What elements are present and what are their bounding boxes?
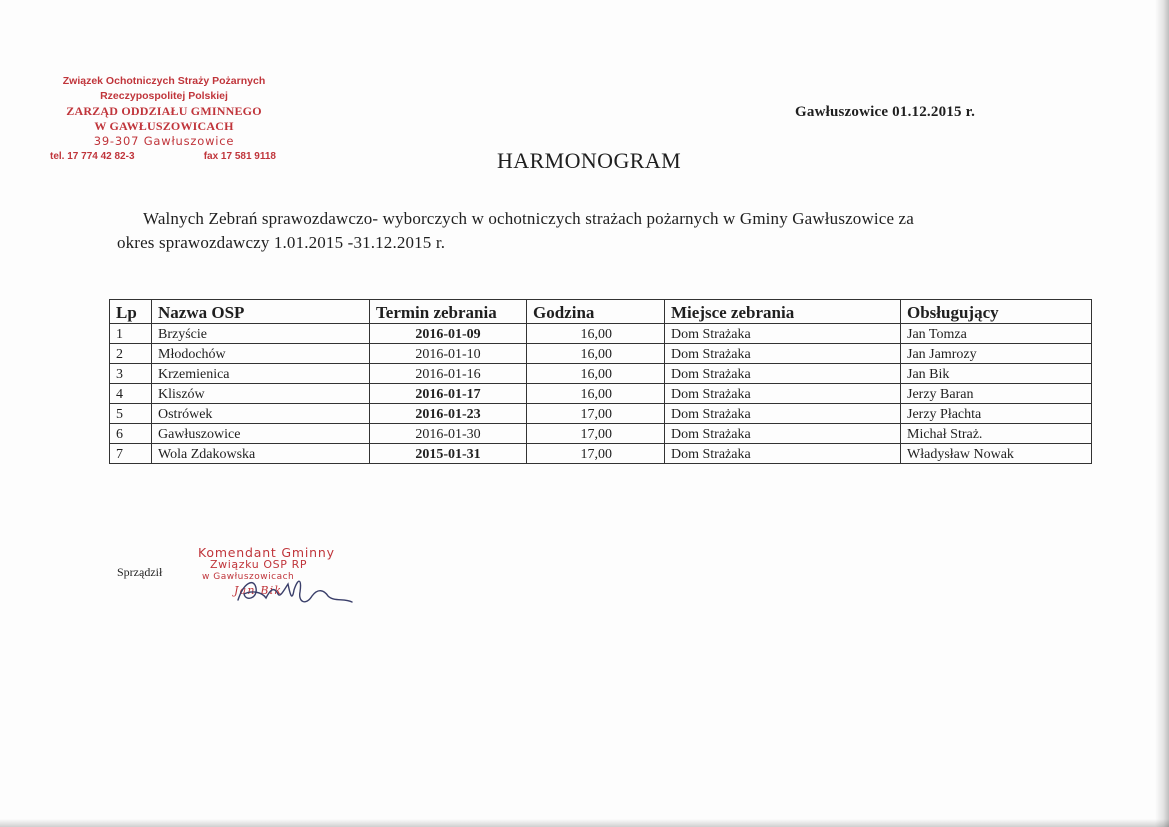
stamp-fax: fax 17 581 9118 bbox=[203, 151, 276, 162]
header-nazwa-osp: Nazwa OSP bbox=[152, 300, 370, 324]
schedule-table bbox=[109, 299, 1092, 464]
intro-paragraph bbox=[117, 207, 1077, 255]
stamp-line-3: ZARZĄD ODDZIAŁU GMINNEGO bbox=[66, 104, 262, 118]
cell-obslugujacy: Michał Straż. bbox=[901, 424, 1092, 444]
table-row bbox=[110, 364, 1092, 384]
cell-obslugujacy: Jan Tomza bbox=[901, 324, 1092, 344]
table-row bbox=[110, 384, 1092, 404]
cell-obslugujacy: Jerzy Baran bbox=[901, 384, 1092, 404]
cell-lp: 1 bbox=[110, 324, 152, 344]
cell-godzina: 17,00 bbox=[527, 424, 665, 444]
header-godzina: Godzina bbox=[527, 300, 665, 324]
header-miejsce-zebrania: Miejsce zebrania bbox=[665, 300, 901, 324]
cell-termin-zebrania: 2016-01-23 bbox=[370, 404, 527, 424]
commander-stamp-line-2: Związku OSP RP bbox=[210, 558, 308, 571]
cell-nazwa-osp: Gawłuszowice bbox=[152, 424, 370, 444]
cell-nazwa-osp: Krzemienica bbox=[152, 364, 370, 384]
cell-godzina: 17,00 bbox=[527, 404, 665, 424]
cell-nazwa-osp: Kliszów bbox=[152, 384, 370, 404]
cell-nazwa-osp: Wola Zdakowska bbox=[152, 444, 370, 464]
cell-lp: 3 bbox=[110, 364, 152, 384]
scan-edge-right bbox=[1155, 0, 1169, 827]
cell-nazwa-osp: Ostrówek bbox=[152, 404, 370, 424]
cell-godzina: 16,00 bbox=[527, 344, 665, 364]
cell-obslugujacy: Jan Jamrozy bbox=[901, 344, 1092, 364]
cell-miejsce-zebrania: Dom Strażaka bbox=[665, 324, 901, 344]
table-row bbox=[110, 424, 1092, 444]
stamp-line-2: Rzeczypospolitej Polskiej bbox=[100, 90, 228, 102]
stamp-line-4: W GAWŁUSZOWICACH bbox=[94, 119, 234, 133]
cell-obslugujacy: Jan Bik bbox=[901, 364, 1092, 384]
cell-godzina: 16,00 bbox=[527, 384, 665, 404]
header-termin-zebrania: Termin zebrania bbox=[370, 300, 527, 324]
cell-termin-zebrania: 2016-01-17 bbox=[370, 384, 527, 404]
cell-lp: 6 bbox=[110, 424, 152, 444]
cell-obslugujacy: Władysław Nowak bbox=[901, 444, 1092, 464]
cell-miejsce-zebrania: Dom Strażaka bbox=[665, 404, 901, 424]
organization-stamp bbox=[48, 74, 280, 164]
cell-miejsce-zebrania: Dom Strażaka bbox=[665, 364, 901, 384]
cell-lp: 2 bbox=[110, 344, 152, 364]
cell-miejsce-zebrania: Dom Strażaka bbox=[665, 384, 901, 404]
intro-line-2: okres sprawozdawczy 1.01.2015 -31.12.2015 r. bbox=[117, 233, 446, 252]
cell-termin-zebrania: 2016-01-16 bbox=[370, 364, 527, 384]
stamp-address: 39-307 Gawłuszowice bbox=[93, 134, 235, 148]
table-body bbox=[110, 324, 1092, 464]
cell-obslugujacy: Jerzy Płachta bbox=[901, 404, 1092, 424]
cell-godzina: 17,00 bbox=[527, 444, 665, 464]
header-lp: Lp bbox=[110, 300, 152, 324]
cell-miejsce-zebrania: Dom Strażaka bbox=[665, 424, 901, 444]
cell-termin-zebrania: 2016-01-30 bbox=[370, 424, 527, 444]
cell-termin-zebrania: 2016-01-10 bbox=[370, 344, 527, 364]
cell-lp: 7 bbox=[110, 444, 152, 464]
cell-godzina: 16,00 bbox=[527, 324, 665, 344]
document-date: Gawłuszowice 01.12.2015 r. bbox=[795, 104, 976, 120]
stamp-contact bbox=[48, 149, 280, 164]
cell-termin-zebrania: 2015-01-31 bbox=[370, 444, 527, 464]
table-row bbox=[110, 444, 1092, 464]
document-title: HARMONOGRAM bbox=[497, 148, 682, 173]
handwritten-signature bbox=[232, 572, 360, 612]
stamp-line-1: Związek Ochotniczych Straży Pożarnych bbox=[62, 75, 266, 87]
cell-miejsce-zebrania: Dom Strażaka bbox=[665, 344, 901, 364]
cell-nazwa-osp: Brzyście bbox=[152, 324, 370, 344]
prepared-by-label: Sprządził bbox=[117, 565, 163, 579]
cell-nazwa-osp: Młodochów bbox=[152, 344, 370, 364]
table-row bbox=[110, 344, 1092, 364]
commander-stamp-line-3: w Gawłuszowicach bbox=[202, 572, 295, 582]
cell-godzina: 16,00 bbox=[527, 364, 665, 384]
header-obslugujacy: Obsługujący bbox=[901, 300, 1092, 324]
commander-stamp-name: Jan Bik bbox=[234, 584, 283, 597]
cell-termin-zebrania: 2016-01-09 bbox=[370, 324, 527, 344]
cell-miejsce-zebrania: Dom Strażaka bbox=[665, 444, 901, 464]
table-row bbox=[110, 404, 1092, 424]
table-header-row bbox=[110, 300, 1092, 324]
cell-lp: 4 bbox=[110, 384, 152, 404]
cell-lp: 5 bbox=[110, 404, 152, 424]
table-row bbox=[110, 324, 1092, 344]
scan-edge-bottom bbox=[0, 819, 1169, 827]
stamp-tel: tel. 17 774 42 82-3 bbox=[50, 151, 135, 162]
intro-line-1: Walnych Zebrań sprawozdawczo- wyborczych w ochotniczych strażach pożarnych w Gminy Gawłuszowice za bbox=[143, 209, 914, 228]
commander-stamp-line-1: Komendant Gminny bbox=[198, 545, 335, 560]
